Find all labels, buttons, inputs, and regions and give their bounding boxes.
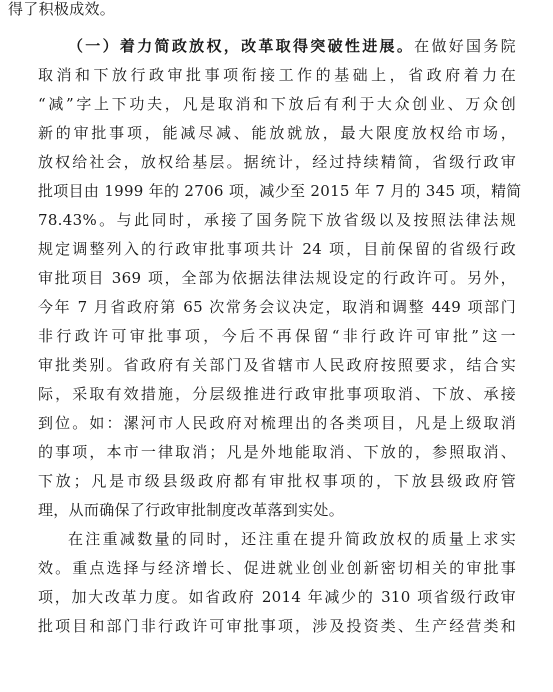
text-line-11: 今年 7 月省政府第 65 次常务会议决定，取消和调整 449 项部门 xyxy=(38,298,516,316)
text-line-9: 规定调整列入的行政审批事项共计 24 项，目前保留的省级行政 xyxy=(38,240,516,258)
text-line-7: 批项目由 1999 年的 2706 项，减少至 2015 年 7 月的 345 项，精简 xyxy=(38,182,522,200)
text-line-4: “减”字上下功夫，凡是取消和下放后有利于大众创业、万众创 xyxy=(38,95,516,113)
text-line-1: 得了积极成效。 xyxy=(8,0,116,18)
text-line-3: 取消和下放行政审批事项衔接工作的基础上，省政府着力在 xyxy=(38,66,516,84)
text-line-16: 的事项，本市一律取消；凡是外地能取消、下放的，参照取消、 xyxy=(38,443,516,461)
text-line-15: 到位。如：漯河市人民政府对梳理出的各类项目，凡是上级取消 xyxy=(38,414,516,432)
section-heading-line xyxy=(68,35,516,57)
text-line-17: 下放；凡是市级县级政府都有审批权事项的，下放县级政府管 xyxy=(38,472,516,490)
text-line-14: 际，采取有效措施，分层级推进行政审批事项取消、下放、承接 xyxy=(38,385,516,403)
section-heading: （一）着力简政放权，改革取得突破性进展。 xyxy=(68,37,415,55)
text-line-5: 新的审批事项，能减尽减、能放就放，最大限度放权给市场， xyxy=(38,124,516,142)
text-line-22: 批项目和部门非行政许可审批事项，涉及投资类、生产经营类和 xyxy=(38,617,516,635)
text-line-12: 非行政许可审批事项，今后不再保留“非行政许可审批”这一 xyxy=(38,327,516,345)
text-line-13: 审批类别。省政府有关部门及省辖市人民政府按照要求，结合实 xyxy=(38,356,516,374)
text-line-10: 审批项目 369 项，全部为依据法律法规设定的行政许可。另外， xyxy=(38,269,516,287)
text-line-19: 在注重减数量的同时，还注重在提升简政放权的质量上求实 xyxy=(68,530,516,548)
text-line-21: 项，加大改革力度。如省政府 2014 年减少的 310 项省级行政审 xyxy=(38,588,516,606)
text-line-8: 78.43%。与此同时，承接了国务院下放省级以及按照法律法规 xyxy=(38,211,516,229)
section-heading-rest: 在做好国务院 xyxy=(414,37,516,55)
text-line-20: 效。重点选择与经济增长、促进就业创业创新密切相关的审批事 xyxy=(38,559,516,577)
text-line-6: 放权给社会，放权给基层。据统计，经过持续精简，省级行政审 xyxy=(38,153,516,171)
text-line-18: 理，从而确保了行政审批制度改革落到实处。 xyxy=(38,501,345,519)
